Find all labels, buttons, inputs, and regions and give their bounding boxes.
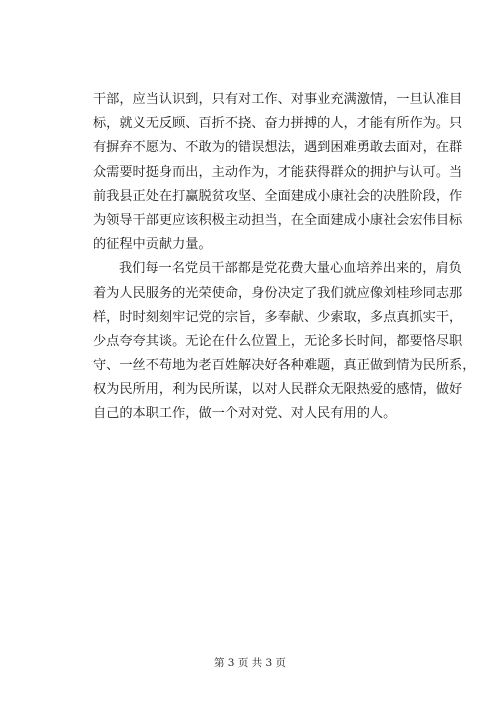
text-line: 干部，应当认识到，只有对工作、对事业充满激情，一旦认准目 <box>93 92 463 107</box>
body-text <box>93 88 476 427</box>
text-line: 少点夸夸其谈。无论在什么位置上，无论多长时间，都要恪尽职 <box>93 333 463 349</box>
text-line: 有摒弃不愿为、不敢为的错误想法，遇到困难勇敢去面对，在群 <box>93 140 463 156</box>
paragraph-1 <box>93 88 463 257</box>
text-line: 样，时时刻刻牢记党的宗旨，多奉献、少索取，多点真抓实干， <box>93 309 463 325</box>
page-number-footer: 第 3 页 共 3 页 <box>213 657 287 669</box>
text-line: 权为民所用，利为民所谋，以对人民群众无限热爱的感情，做好 <box>93 382 463 398</box>
text-line: 的征程中贡献力量。 <box>93 237 212 253</box>
text-line: 为领导干部更应该积极主动担当，在全面建成小康社会宏伟目标 <box>93 212 463 228</box>
text-line: 自己的本职工作，做一个对对党、对人民有用的人。 <box>93 406 397 422</box>
text-line: 我们每一名党员干部都是党花费大量心血培养出来的，肩负 <box>119 261 462 277</box>
text-line: 着为人民服务的光荣使命，身份决定了我们就应像刘桂珍同志那 <box>93 285 463 301</box>
text-line: 众需要时挺身而出，主动作为，才能获得群众的拥护与认可。当 <box>93 164 463 180</box>
text-line: 前我县正处在打赢脱贫攻坚、全面建成小康社会的决胜阶段，作 <box>93 188 463 204</box>
text-line: 标，就义无反顾、百折不挠、奋力拼搏的人，才能有所作为。只 <box>93 116 463 132</box>
paragraph-2 <box>93 257 476 426</box>
text-line: 守、一丝不苟地为老百姓解决好各种难题，真正做到情为民所系， <box>93 358 476 374</box>
